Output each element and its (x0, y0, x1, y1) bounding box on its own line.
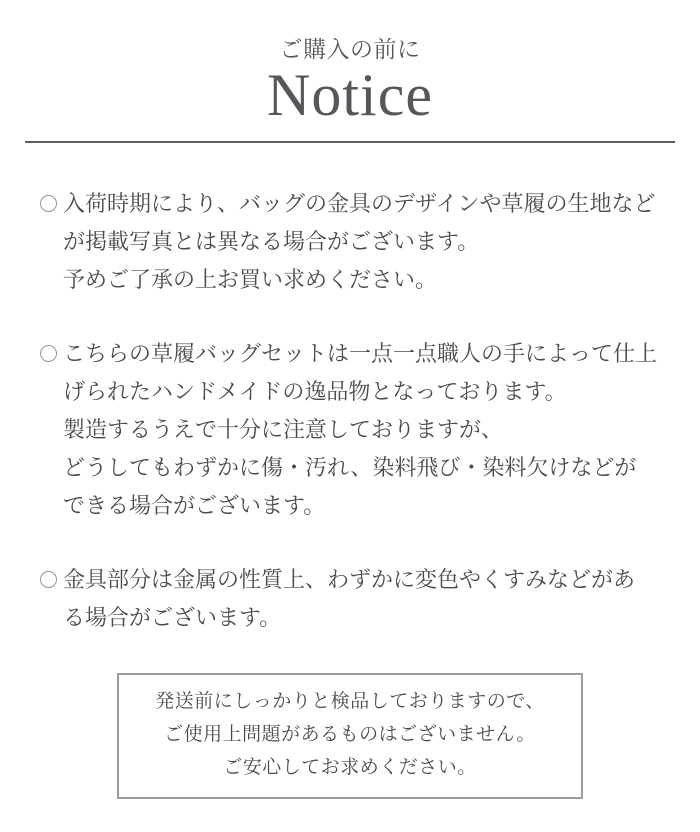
assurance-line: 発送前にしっかりと検品しておりますので、 (155, 691, 545, 712)
note-line: 金具部分は金属の性質上、わずかに変色やくすみなどがあ (63, 567, 636, 592)
note-line: 予めご了承の上お買い求めください。 (63, 267, 438, 292)
note-item-metal-parts (40, 561, 664, 637)
assurance-box (117, 673, 583, 799)
circle-bullet-icon (40, 345, 57, 362)
note-line: こちらの草履バッグセットは一点一点職人の手によって仕上 (63, 341, 658, 366)
assurance-line: ご安心してお求めください。 (223, 757, 477, 778)
divider-line (25, 141, 675, 143)
note-line: げられたハンドメイドの逸品物となっております。 (63, 379, 567, 404)
page-title: Notice (267, 62, 433, 128)
page-header (0, 35, 700, 126)
note-line: 製造するうえで十分に注意しておりますが、 (63, 417, 504, 442)
note-line: 入荷時期により、バッグの金具のデザインや草履の生地など (63, 191, 656, 216)
note-line: が掲載写真とは異なる場合がございます。 (63, 229, 480, 254)
note-line: どうしてもわずかに傷・汚れ、染料飛び・染料欠けなどが (63, 455, 637, 480)
note-item-handmade (40, 335, 664, 525)
circle-bullet-icon (40, 571, 57, 588)
page-subtitle: ご購入の前に (279, 37, 421, 62)
note-text (63, 335, 657, 525)
assurance-line: ご使用上問題があるものはございません。 (164, 724, 536, 745)
note-line: できる場合がございます。 (63, 493, 326, 518)
note-item-stock-variation (40, 185, 664, 299)
note-text (63, 561, 635, 637)
note-line: る場合がございます。 (63, 605, 282, 630)
note-text (63, 185, 655, 299)
circle-bullet-icon (40, 195, 57, 212)
notes-list (0, 185, 700, 637)
